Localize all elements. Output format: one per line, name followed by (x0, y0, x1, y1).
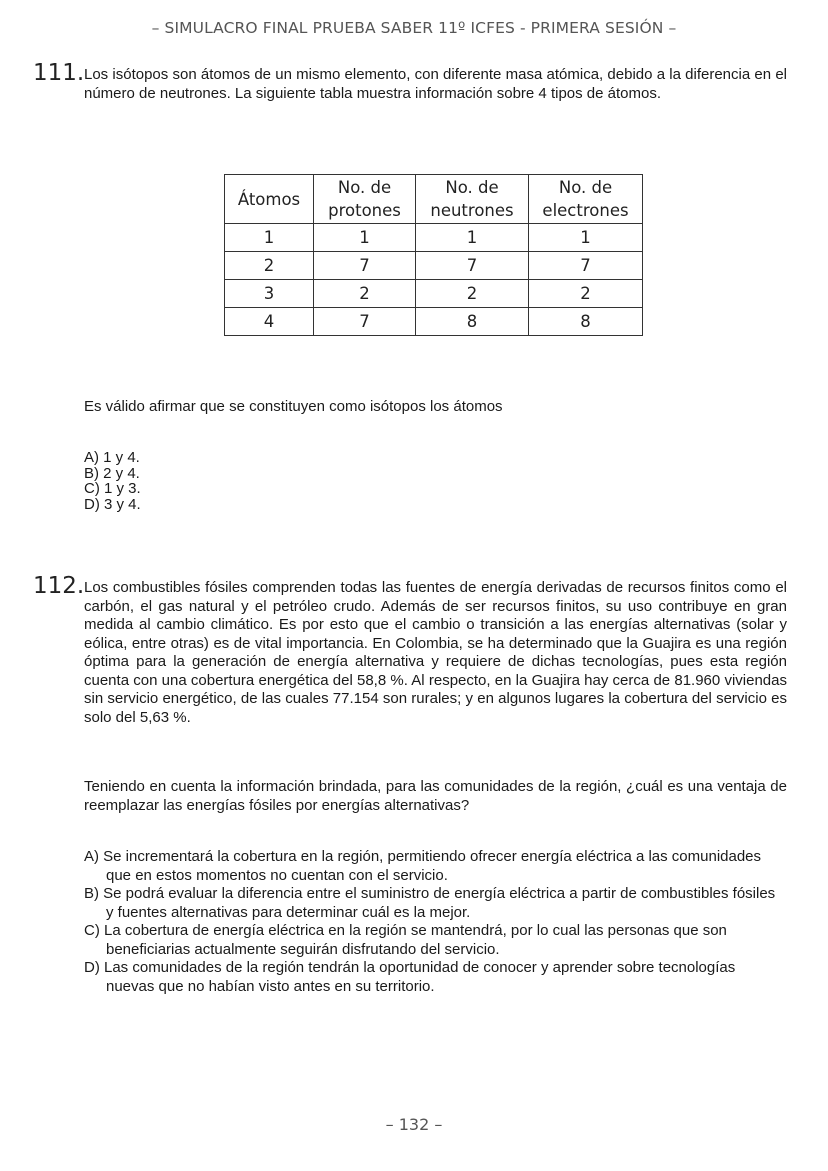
option-d[interactable]: D) Las comunidades de la región tendrán la oportunidad de conocer y aprender sobre tecnologías nuevas que no habían visto antes en su territorio. (84, 959, 736, 995)
cell: 8 (416, 308, 529, 336)
question-112-prompt: Teniendo en cuenta la información brindada, para las comunidades de la región, ¿cuál es una ventaja de reemplazar las energías fósiles por energías alternativas? (84, 778, 787, 814)
cell: 1 (314, 224, 416, 252)
table-row (225, 252, 643, 280)
option-c[interactable]: C) 1 y 3. (84, 480, 141, 497)
cell: 2 (225, 252, 314, 280)
atoms-table (224, 174, 643, 336)
cell: 7 (314, 252, 416, 280)
cell: 1 (416, 224, 529, 252)
header-atoms: Átomos (225, 175, 314, 224)
option-b[interactable]: B) Se podrá evaluar la diferencia entre el suministro de energía eléctrica a partir de combustibles fósiles y fuentes alternativas para determinar cuál es la mejor. (84, 885, 776, 921)
cell: 2 (416, 280, 529, 308)
option-d[interactable]: D) 3 y 4. (84, 495, 141, 513)
option-a[interactable]: A) Se incrementará la cobertura en la región, permitiendo ofrecer energía eléctrica a las comunidades que en estos momentos no cuentan con el servicio. (84, 848, 762, 884)
option-c[interactable]: C) La cobertura de energía eléctrica en la región se mantendrá, por lo cual las personas que son beneficiarias actualmente seguirán disfrutando del servicio. (84, 922, 727, 958)
question-number-111: 111. (33, 60, 85, 86)
page-header: – SIMULACRO FINAL PRUEBA SABER 11º ICFES - PRIMERA SESIÓN – (151, 19, 677, 37)
question-112-intro: Los combustibles fósiles comprenden todas las fuentes de energía derivadas de recursos finitos como el carbón, el gas natural y el petróleo crudo. Además de ser recursos finitos, su uso contribuye en gran medida al cambio climático. Es por esto que el cambio o transición a las energías alternativas (solar y eólica, entre otras) es de vital importancia. En Colombia, se ha determinado que la Guajira es una región óptima para la generación de energía alternativa y requiere de dichas tecnologías, pues esta región cuenta con una cobertura energética del 58,8 %. Al respecto, en la Guajira hay cerca de 81.960 viviendas sin servicio energético, de las cuales 77.154 son rurales; y en algunos lugares la cobertura del servicio es solo del 5,63 %. (84, 579, 787, 726)
cell: 8 (529, 308, 643, 336)
cell: 7 (416, 252, 529, 280)
cell: 3 (225, 280, 314, 308)
cell: 7 (529, 252, 643, 280)
question-111-prompt: Es válido afirmar que se constituyen como isótopos los átomos (84, 398, 503, 415)
question-number-112: 112. (33, 573, 85, 599)
table-header-row (225, 175, 643, 224)
cell: 2 (529, 280, 643, 308)
page-number: – 132 – (385, 1115, 443, 1134)
table-row (225, 224, 643, 252)
cell: 4 (225, 308, 314, 336)
cell: 7 (314, 308, 416, 336)
table-row (225, 280, 643, 308)
header-protons: No. de protones (314, 175, 416, 224)
question-111-intro: Los isótopos son átomos de un mismo elemento, con diferente masa atómica, debido a la diferencia en el número de neutrones. La siguiente tabla muestra información sobre 4 tipos de átomos. (84, 66, 787, 102)
header-neutrons: No. de neutrones (416, 175, 529, 224)
option-a[interactable]: A) 1 y 4. (84, 449, 140, 466)
header-electrons: No. de electrones (529, 175, 643, 224)
cell: 2 (314, 280, 416, 308)
option-b[interactable]: B) 2 y 4. (84, 464, 140, 482)
table-row (225, 308, 643, 336)
cell: 1 (529, 224, 643, 252)
question-111-options (84, 450, 141, 512)
question-112-options (84, 848, 784, 996)
cell: 1 (225, 224, 314, 252)
